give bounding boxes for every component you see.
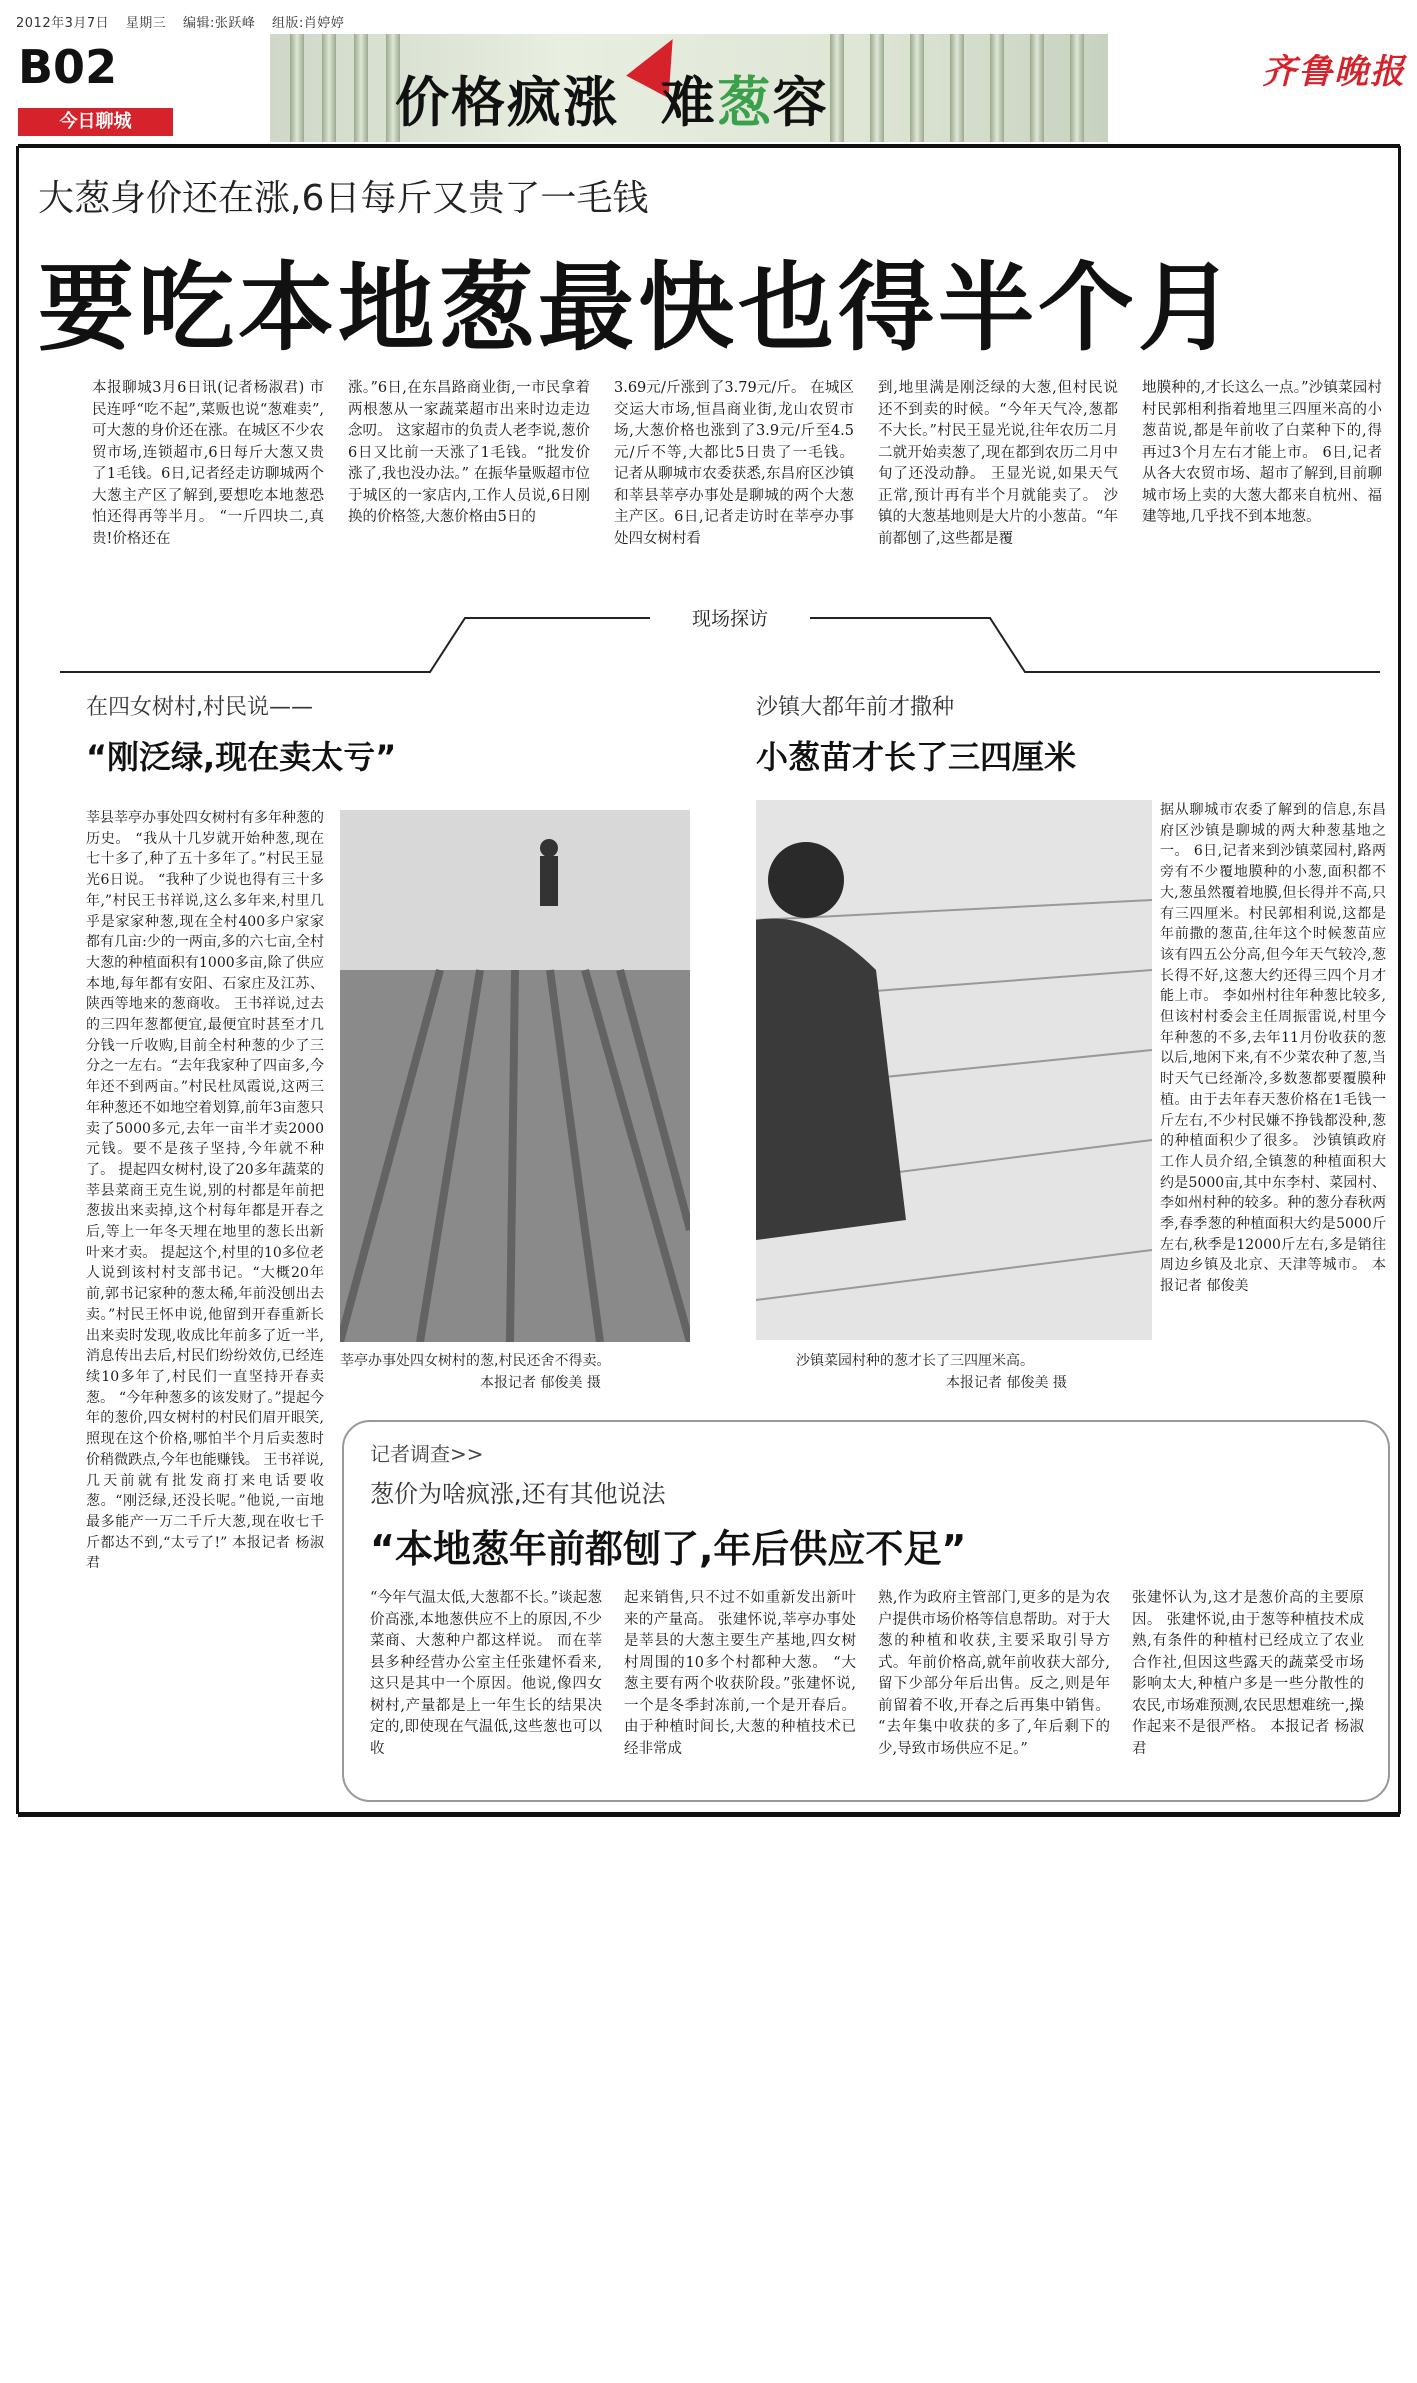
lead-headline: 要吃本地葱最快也得半个月 <box>38 252 1238 364</box>
left-caption-credit: 本报记者 郁俊美 摄 <box>480 1375 601 1391</box>
section-tag: 今日聊城 <box>18 108 173 136</box>
editor: 编辑:张跃峰 <box>182 16 256 31</box>
box-headline: “本地葱年前都刨了,年后供应不足” <box>370 1527 967 1571</box>
box-column-2: 起来销售,只不过不如重新发出新叶来的产量高。 张建怀说,莘亭办事处是莘县的大葱主要生产基地,四女树村周围的10多个村都种大葱。 “大葱主要有两个收获阶段。”张建怀说,一个是冬季封冻前,一个是开春后。由于种植时间长,大葱的种植技术已经非常成 <box>624 1590 856 1757</box>
right-caption-text: 沙镇菜园村种的葱才长了三四厘米高。 <box>796 1353 1034 1369</box>
date-line <box>16 12 356 31</box>
banner-mid: 难 <box>660 71 717 134</box>
lead-column-5: 地膜种的,才长这么一点。”沙镇菜园村村民郭相利指着地里三四厘米高的小葱苗说,都是年前收了白菜种下的,得再过3个月左右才能上市。 6日,记者从各大农贸市场、超市了解到,目前聊城市场上卖的大葱大都来自杭州、福建等地,几乎找不到本地葱。 <box>1142 380 1382 525</box>
box-column-4: 张建怀认为,这才是葱价高的主要原因。 张建怀说,由于葱等种植技术成熟,有条件的种植村已经成立了农业合作社,但因这些露天的蔬菜受市场影响太大,种植户多是一些分散性的农民,市场难预测,农民思想难统一,操作起来不是很严格。 本报记者 杨淑君 <box>1132 1590 1364 1757</box>
box-column-3: 熟,作为政府主管部门,更多的是为农户提供市场价格等信息帮助。对于大葱的种植和收获,主要采取引导方式。年前价格高,就年前收获大部分,留下少部分年后出售。反之,则是年前留着不收,开春之后再集中销售。 “去年集中收获的多了,年后剩下的少,导致市场供应不足。” <box>878 1590 1110 1757</box>
date: 2012年3月7日 <box>16 16 110 31</box>
banner-green: 葱 <box>716 71 773 134</box>
box-kicker: 记者调查>> <box>370 1442 484 1466</box>
layout-editor: 组版:肖婷婷 <box>271 16 345 31</box>
left-caption-text: 莘亭办事处四女树村的葱,村民还舍不得卖。 <box>340 1353 611 1369</box>
banner-suffix: 容 <box>772 71 829 134</box>
lead-column-4: 到,地里满是刚泛绿的大葱,但村民说还不到卖的时候。“今年天气冷,葱都不大长。”村民王显光说,往年农历二月二就开始卖葱了,现在都到农历二月中旬了还没动静。 王显光说,如果天气正常,预计再有半个月就能卖了。 沙镇的大葱基地则是大片的小葱苗。“年前都刨了,这些都是覆 <box>878 380 1118 547</box>
box-subheadline: 葱价为啥疯涨,还有其他说法 <box>370 1480 666 1508</box>
left-story-headline: “刚泛绿,现在卖太亏” <box>86 738 397 776</box>
seedling-photo <box>756 800 1152 1340</box>
box-column-1: “今年气温太低,大葱都不长。”谈起葱价高涨,本地葱供应不上的原因,不少菜商、大葱种户都这样说。 而在莘县多种经营办公室主任张建怀看来,这只是其中一个原因。他说,像四女树村,产量都是上一年生长的结果决定的,即使现在气温低,这些葱也可以收 <box>370 1590 602 1757</box>
lead-column-3: 3.69元/斤涨到了3.79元/斤。 在城区交运大市场,恒昌商业街,龙山农贸市场,大葱价格也涨到了3.9元/斤至4.5元/斤不等,大都比5日贵了一毛钱。 记者从聊城市农委获悉,东昌府区沙镇和莘县莘亭办事处是聊城的两个大葱主产区。6日,记者走访时在莘亭办事处四女树村看 <box>614 380 854 547</box>
right-story-headline: 小葱苗才长了三四厘米 <box>756 738 1077 776</box>
top-rule <box>18 144 1400 148</box>
right-border <box>1398 146 1401 1814</box>
right-photo-caption <box>756 1350 1152 1394</box>
page-code: B02 <box>18 40 118 94</box>
right-story-kicker: 沙镇大都年前才撒种 <box>756 695 955 720</box>
banner-prefix: 价格疯涨 <box>395 71 619 134</box>
newspaper-logo: 齐鲁晚报 <box>1262 52 1406 92</box>
right-story-text: 据从聊城市农委了解到的信息,东昌府区沙镇是聊城的两大种葱基地之一。 6日,记者来到沙镇菜园村,路两旁有不少覆地膜种的小葱,面积都不大,葱虽然覆着地膜,但长得并不高,只有三四厘米。村民郭相利说,这都是年前撒的葱苗,往年这个时候葱苗应该有四五公分高,但今年天气较冷,葱长得不好,这葱大约还得三四个月才能上市。 李如州村往年种葱比较多,但该村村委会主任周振雷说,村里今年种葱的不多,去年11月份收获的葱以后,地闲下来,有不少菜农种了葱,当时天气已经渐冷,多数葱都要覆膜种植。由于去年春天葱价格在1毛钱一斤左右,不少村民嫌不挣钱都没种,葱的种植面积少了很多。 沙镇镇政府工作人员介绍,全镇葱的种植面积大约是5000亩,其中东李村、菜园村、李如州村种的较多。种的葱分春秋两季,春季葱的种植面积大约是5000斤左右,秋季是12000斤左右,多是销往周边乡镇及北京、天津等城市。 本报记者 郁俊美 <box>1160 802 1386 1295</box>
left-photo-caption <box>340 1350 690 1394</box>
lead-column-1: 本报聊城3月6日讯(记者杨淑君) 市民连呼“吃不起”,菜贩也说“葱难卖”,可大葱的身价还在涨。在城区不少农贸市场,连锁超市,6日每斤大葱又贵了1毛钱。6日,记者经走访聊城两个大葱主产区了解到,要想吃本地葱恐怕还得再等半月。 “一斤四块二,真贵!价格还在 <box>92 380 324 547</box>
weekday: 星期三 <box>125 16 167 31</box>
section-label: 现场探访 <box>660 604 800 631</box>
lead-kicker: 大葱身价还在涨,6日每斤又贵了一毛钱 <box>38 178 649 219</box>
bottom-rule <box>18 1812 1400 1817</box>
right-caption-credit: 本报记者 郁俊美 摄 <box>946 1375 1067 1391</box>
lead-column-2: 涨。”6日,在东昌路商业街,一市民拿着两根葱从一家蔬菜超市出来时边走边念叨。 这家超市的负责人老李说,葱价6日又比前一天涨了1毛钱。“批发价涨了,我也没办法。” 在振华量贩超市位于城区的一家店内,工作人员说,6日刚换的价格签,大葱价格由5日的 <box>348 380 590 525</box>
left-story-text: 莘县莘亭办事处四女树村有多年种葱的历史。 “我从十几岁就开始种葱,现在七十多了,种了五十多年了。”村民王显光6日说。 “我种了少说也得有三十多年,”村民王书祥说,这么多年来,村里几乎是家家种葱,现在全村400多户家家都有几亩:少的一两亩,多的六七亩,全村大葱的种植面积有1000多亩,除了供应本地,每年都有安阳、石家庄及江苏、陕西等地来的葱商收。 王书祥说,过去的三四年葱都便宜,最便宜时甚至才几分钱一斤收购,目前全村种葱的少了三分之一左右。“去年我家种了四亩多,今年还不到两亩。”村民杜凤霞说,这两三年种葱还不如地空着划算,前年3亩葱只卖了5000多元,去年一亩半才卖2000元钱。要不是孩子坚持,今年就不种了。 提起四女树村,设了20多年蔬菜的莘县菜商王克生说,别的村都是年前把葱拔出来卖掉,这个村每年都是开春之后,等上一年冬天埋在地里的葱长出新叶来才卖。 提起这个,村里的10多位老人说到该村村支部书记。“大概20年前,郭书记家种的葱太稀,年前没刨出去卖。”村民王怀申说,他留到开春重新长出来卖时发现,收成比年前多了近一半,消息传出去后,村民们纷纷效仿,已经连续10多年了,村民们一直坚持开春卖葱。 “今年种葱多的该发财了。”提起今年的葱价,四女树村的村民们眉开眼笑,照现在这个价格,哪怕半个月后卖葱时价稍微跌点,今年也能赚钱。 王书祥说,几天前就有批发商打来电话要收葱。“刚泛绿,还没长呢。”他说,一亩地最多能产一万二千斤大葱,现在收七千斤都达不到,“太亏了!” 本报记者 杨淑君 <box>86 810 324 1572</box>
field-photo <box>340 810 690 1342</box>
banner-title <box>395 60 829 137</box>
left-story-kicker: 在四女树村,村民说—— <box>86 695 313 720</box>
left-border <box>16 146 19 1814</box>
